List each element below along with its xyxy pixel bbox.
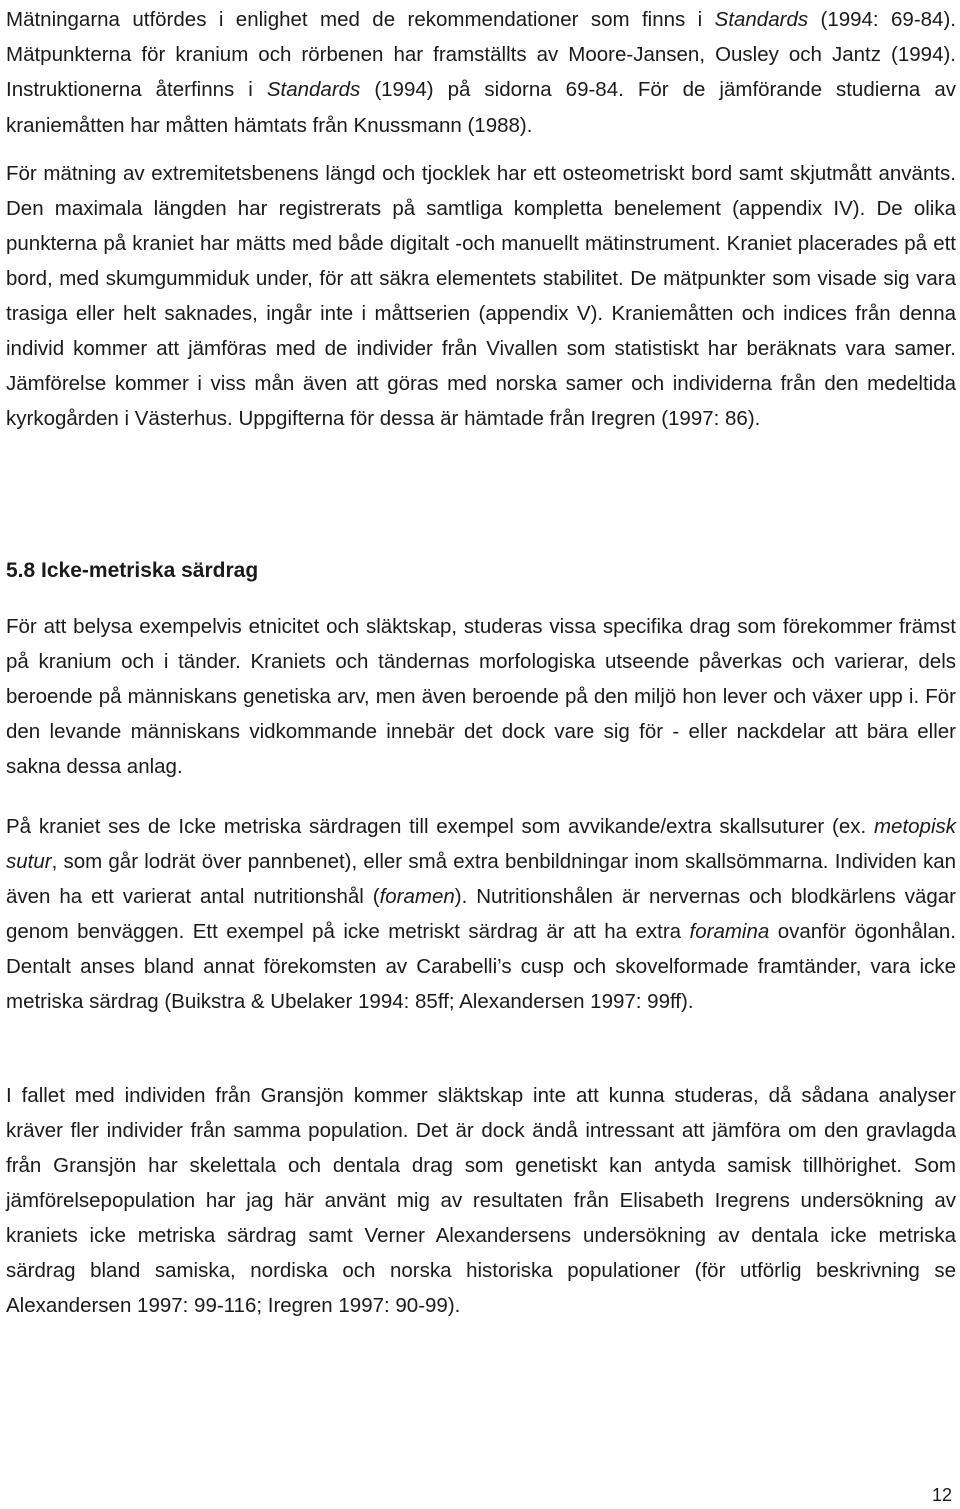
foramen-term: foramen	[379, 885, 455, 908]
section-paragraph-gransjon: I fallet med individen från Gransjön kommer släktskap inte att kunna studeras, då sådana analyser kräver fler individer från samma population. Det är dock ändå intressant att jämföra om den gravlagda från Gransjön har skelettala och dentala drag som genetiskt kan antyda samisk tillhörighet. Som jämförelsepopulation har jag här använt mig av resultaten från Elisabeth Iregrens undersökning av kraniets icke metriska särdrag samt Verner Alexandersens undersökning av dentala icke metriska särdrag bland samiska, nordiska och norska historiska populationer (för utförlig beskrivning se Alexandersen 1997: 99-116; Iregren 1997: 90-99).	[6, 1084, 956, 1317]
section-heading: 5.8 Icke-metriska särdrag	[6, 559, 259, 582]
section-paragraph-cranial-traits	[6, 809, 956, 1019]
metopisk-sutur-term: metopisk sutur	[6, 815, 956, 873]
standards-citation-2: Standards	[266, 78, 361, 102]
intro-text-2: (1994: 69-84). Mätpunkterna för kranium och rörbenen har framställts av Moore-Jansen, Ousley och Jantz (1994). Instruktionerna återfinns i	[6, 8, 956, 102]
intro-text-3: (1994) på sidorna 69-84. För de jämförande studierna av kraniemåtten har måtten hämtats från Knussmann (1988).	[6, 78, 956, 137]
intro-paragraph-measurements	[6, 2, 956, 143]
section-paragraph-ethnicity: För att belysa exempelvis etnicitet och släktskap, studeras vissa specifika drag som förekommer främst på kranium och i tänder. Kraniets och tändernas morfologiska utseende påverkas och varierar, dels beroende på människans genetiska arv, men även beroende på den miljö hon lever och växer upp i. För den levande människans vidkommande innebär det dock vare sig för - eller nackdelar att bära eller sakna dessa anlag.	[6, 615, 956, 778]
intro-paragraph-extremities: För mätning av extremitetsbenens längd och tjocklek har ett osteometriskt bord samt skjutmått använts. Den maximala längden har registrerats på samtliga kompletta benelement (appendix IV). De olika punkterna på kraniet har mätts med både digitalt -och manuellt mätinstrument. Kraniet placerades på ett bord, med skumgummiduk under, för att säkra elementets stabilitet. De mätpunkter som visade sig vara trasiga eller helt saknades, ingår inte i måttserien (appendix V). Kraniemåtten och indices från denna individ kommer att jämföras med de individer från Vivallen som statistiskt har beräknats vara samer. Jämförelse kommer i viss mån även att göras med norska samer och individerna från den medeltida kyrkogården i Västerhus. Uppgifterna för dessa är hämtade från Iregren (1997: 86).	[6, 162, 956, 430]
page-number: 12	[931, 1485, 952, 1505]
standards-citation-1: Standards	[714, 8, 809, 31]
cranial-text-1: På kraniet ses de Icke metriska särdragen till exempel som avvikande/extra skallsuturer (ex.	[6, 815, 874, 838]
cranial-text-4: ovanför ögonhålan. Dentalt anses bland annat förekomsten av Carabelli’s cusp och skovelformade framtänder, vara icke metriska särdrag (Buikstra & Ubelaker 1994: 85ff; Alexandersen 1997: 99ff).	[6, 920, 956, 1013]
cranial-text-2: , som går lodrät över pannbenet), eller små extra benbildningar inom skallsömmarna. Individen kan även ha ett varierat antal nutritionshål (	[6, 850, 956, 908]
cranial-text-3: ). Nutritionshålen är nervernas och blodkärlens vägar genom benväggen. Ett exempel på icke metriskt särdrag är att ha extra	[6, 885, 956, 943]
intro-text-1: Mätningarna utfördes i enlighet med de rekommendationer som finns i	[6, 8, 715, 31]
foramina-term: foramina	[689, 920, 770, 943]
